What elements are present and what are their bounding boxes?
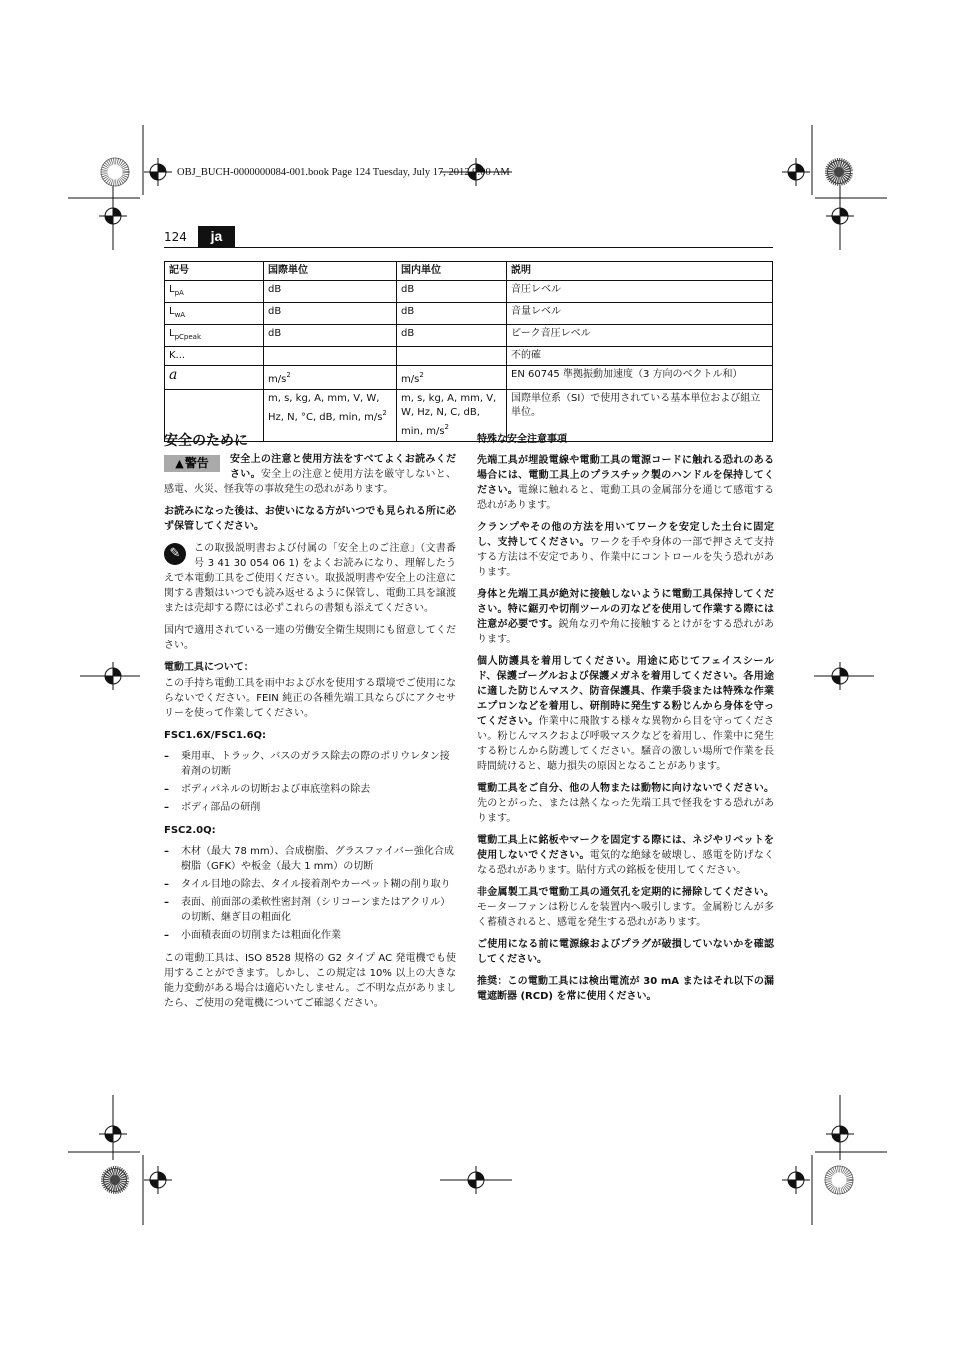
symbol: a <box>165 366 264 390</box>
table-row <box>165 281 773 303</box>
left-column <box>164 432 456 1018</box>
power-tool-heading: 電動工具について： <box>164 662 254 673</box>
safety-text: 電線に触れると、電動工具の金属部分を通じて感電する恐れがあります。 <box>477 485 774 511</box>
warning-paragraph <box>164 452 456 497</box>
right-column <box>477 432 774 1011</box>
national-unit: m/s <box>401 374 420 385</box>
symbol: L <box>169 328 175 339</box>
keep-manual-notice: お読みになった後は、お使いになる方がいつでも見られる所に必ず保管してください。 <box>164 506 456 532</box>
table-row <box>165 325 773 347</box>
header-symbol: 記号 <box>165 262 264 281</box>
safety-text: 電気的な絶縁を破壊し、感電を防げなくなる恐れがあります。貼付方式の銘板を使用してください。 <box>477 850 774 876</box>
intl-unit: dB <box>264 281 397 303</box>
symbol: L <box>169 284 175 295</box>
warning-label: 警告 <box>184 456 209 470</box>
header-description: 説明 <box>507 262 773 281</box>
description: 音圧レベル <box>507 281 773 303</box>
safety-bold-text: 個人防護具を着用してください。用途に応じてフェイスシールド、保護ゴーグルおよび保護メガネを着用してください。各用途に適した防じんマスク、防音保護具、作業手袋または特殊な作業エプロンなどを着用し、研削時に発生する粉じんから身体を守ってください。 <box>477 656 774 727</box>
model2-use-list <box>164 844 456 943</box>
safety-bold-text: 非金属製工具で電動工具の通気孔を定期的に掃除してください。 <box>477 887 774 898</box>
book-file-header: OBJ_BUCH-0000000084-001.book Page 124 Tuesday, July 17, 2012 9:00 AM <box>177 167 510 178</box>
list-item: – 表面、前面部の柔軟性密封剤（シリコーンまたはアクリル）の切断、継ぎ目の粗面化 <box>164 895 456 925</box>
header-intl-unit: 国際単位 <box>264 262 397 281</box>
model1-use-list <box>164 749 456 815</box>
table-row <box>165 303 773 325</box>
national-unit: m, s, kg, A, mm, V, W, Hz, N, C, dB, min, m/s <box>401 393 497 437</box>
manual-text: この取扱説明書および付属の「安全上のご注意」（文書番号 3 41 30 054 06 1) をよくお読みになり、理解したうえで本電動工具をご使用ください。取扱説明書や安全上の注意に関する書類はいつでも読み返せるように保管し、電動工具を譲渡または売却する際には必ずこれらの書類も添えてください。 <box>164 543 456 614</box>
safety-bold-text: クランプやその他の方法を用いてワークを安定した土台に固定し、支持してください。 <box>477 522 774 548</box>
symbol-subscript: wA <box>174 311 186 319</box>
description: 国際単位系（SI）で使用されている基本単位および組立単位。 <box>507 390 773 442</box>
safety-bold-text: 身体と先端工具が絶対に接触しないように電動工具保持してください。特に鋸刃や切削ツールの刃などを使用して作業する際には注意が必要です。 <box>477 589 774 630</box>
language-tag: ja <box>198 226 235 247</box>
safety-paragraph <box>477 937 774 967</box>
symbol: L <box>169 306 175 317</box>
page-number: 124 <box>164 230 187 244</box>
warning-triangle-icon: ▲ <box>175 457 184 470</box>
national-unit <box>397 347 507 366</box>
safety-paragraph <box>477 654 774 774</box>
list-item: – ボディ部品の研削 <box>164 800 456 815</box>
list-item: – 木材（最大 78 mm）、合成樹脂、グラスファイバー強化合成樹脂（GFK）や板金（最大 1 mm）の切断 <box>164 844 456 874</box>
manual-paragraph <box>164 541 456 616</box>
list-item: – 小面積表面の切削または粗面化作業 <box>164 928 456 943</box>
list-item: – 乗用車、トラック、バスのガラス除去の際のポリウレタン接着剤の切断 <box>164 749 456 779</box>
intl-unit: dB <box>264 325 397 347</box>
safety-text: モーターファンは粉じんを装置内へ吸引します。金属粉じんが多く蓄積されると、感電を発生する恐れがあります。 <box>477 902 774 928</box>
special-safety-heading: 特殊な安全注意事項 <box>477 434 567 445</box>
symbol-subscript: pA <box>174 289 184 297</box>
header-national-unit: 国内単位 <box>397 262 507 281</box>
national-unit: dB <box>397 281 507 303</box>
safety-paragraph <box>477 833 774 878</box>
table-row <box>165 366 773 390</box>
description: EN 60745 準拠振動加速度（3 方向のベクトル和） <box>507 366 773 390</box>
read-manual-icon: ✎ <box>164 543 186 565</box>
safety-text: 先のとがった、または熱くなった先端工具で怪我をする恐れがあります。 <box>477 798 774 824</box>
unit-superscript: 2 <box>382 409 387 417</box>
regulations-paragraph: 国内で適用されている一連の労働安全衛生規則にも留意してください。 <box>164 625 456 651</box>
table-row <box>165 347 773 366</box>
safety-bold-text: 推奨：この電動工具には検出電流が 30 mA またはそれ以下の漏電遮断器 (RCD) を常に使用ください。 <box>477 976 774 1002</box>
units-table <box>164 261 773 442</box>
safety-text: ワークを手や身体の一部で押さえて支持する方法は不安定であり、作業中にコントロールを失う恐れがあります。 <box>477 537 774 578</box>
description: 音量レベル <box>507 303 773 325</box>
warning-bold-text: 安全上の注意と使用方法をすべてよくお読みください。 <box>230 454 456 480</box>
safety-paragraph <box>477 520 774 580</box>
intl-unit: m/s <box>268 374 287 385</box>
safety-bold-text: ご使用になる前に電源線およびプラグが破損していないかを確認してください。 <box>477 939 774 965</box>
safety-paragraph <box>477 587 774 647</box>
model1-heading: FSC1.6X/FSC1.6Q: <box>164 730 267 741</box>
list-item: – ボディパネルの切断および車底塗料の除去 <box>164 782 456 797</box>
intl-unit: dB <box>264 303 397 325</box>
generator-paragraph: この電動工具は、ISO 8528 規格の G2 タイプ AC 発電機でも使用することができます。しかし、この規定は 10% 以上の大きな能力変動がある場合は適応いたしません。ご不明な点がありましたら、ご使用の発電機についてご確認ください。 <box>164 953 456 1009</box>
safety-text: 鋭角な刃や角に接触するとけがをする恐れがあります。 <box>477 619 775 645</box>
unit-superscript: 2 <box>286 371 291 379</box>
safety-text: 作業中に飛散する様々な異物から目を守ってください。粉じんマスクおよび呼吸マスクなどを着用し、作業中に発生する粉じんから防護してください。騒音の激しい場所で作業を長時間続けると、聴力損失の原因となることがあります。 <box>477 716 774 772</box>
symbol-subscript: pCpeak <box>174 333 202 341</box>
symbol: K... <box>165 347 264 366</box>
safety-paragraph <box>477 974 774 1004</box>
national-unit: dB <box>397 325 507 347</box>
section-title-safety: 安全のために <box>164 433 248 449</box>
model2-heading: FSC2.0Q: <box>164 825 216 836</box>
safety-paragraph <box>477 453 774 513</box>
safety-bold-text: 電動工具をご自分、他の人物または動物に向けないでください。 <box>477 783 774 794</box>
safety-bold-text: 先端工具が埋設電線や電動工具の電源コードに触れる恐れのある場合には、電動工具上のプラスチック製のハンドルを保持してください。 <box>477 455 774 496</box>
safety-bold-text: 電動工具上に銘板やマークを固定する際には、ネジやリベットを使用しないでください。 <box>477 835 774 861</box>
description: ピーク音圧レベル <box>507 325 773 347</box>
list-item: – タイル目地の除去、タイル接着剤やカーペット糊の削り取り <box>164 877 456 892</box>
safety-paragraph <box>477 885 774 930</box>
unit-superscript: 2 <box>444 423 450 431</box>
national-unit: dB <box>397 303 507 325</box>
header-rule <box>164 247 773 248</box>
safety-paragraph <box>477 781 774 826</box>
description: 不的確 <box>507 347 773 366</box>
warning-badge <box>164 455 220 472</box>
warning-text: 安全上の注意と使用方法を厳守しないと、感電、火災、怪我等の事故発生の恐れがあります。 <box>164 469 457 495</box>
intl-unit: m, s, kg, A, mm, V, W, Hz, N, °C, dB, min, m/s <box>268 393 383 423</box>
unit-superscript: 2 <box>419 371 424 379</box>
table-header-row <box>165 262 773 281</box>
power-tool-paragraph: この手持ち電動工具を雨中および水を使用する環境でご使用にならないでください。FEIN 純正の各種先端工具ならびにアクセサリーを使って作業してください。 <box>164 678 456 719</box>
intl-unit <box>264 347 397 366</box>
